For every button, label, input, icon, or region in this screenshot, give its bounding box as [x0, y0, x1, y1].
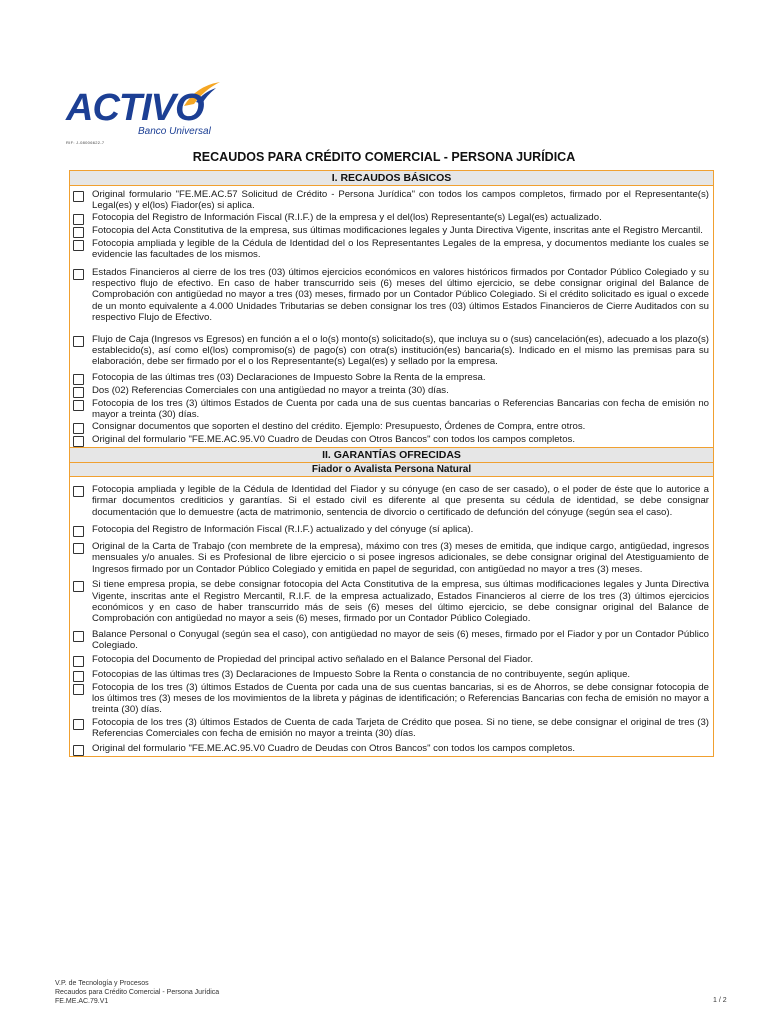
checklist-item-text: Fotocopias de las últimas tres (3) Declaraciones de Impuesto Sobre la Renta o constancia de no contribuyente, según aplique. [92, 668, 631, 680]
checkbox[interactable] [73, 631, 84, 642]
checklist-item-text: Fotocopia del Registro de Información Fiscal (R.I.F.) de la empresa y el del(los) Representante(s) Legal(es) actualizado. [92, 211, 602, 223]
checklist-item [70, 421, 713, 434]
checkbox[interactable] [73, 656, 84, 667]
checklist-item-text: Fotocopia del Registro de Información Fiscal (R.I.F.) actualizado y del cónyuge (sí aplica). [92, 523, 474, 535]
requirements-table [69, 170, 714, 757]
checkbox[interactable] [73, 387, 84, 398]
checklist-item [70, 524, 713, 537]
checklist-item [70, 372, 713, 385]
document-title: RECAUDOS PARA CRÉDITO COMERCIAL - PERSONA JURÍDICA [192, 150, 576, 164]
checklist-item [70, 267, 713, 324]
checkbox[interactable] [73, 191, 84, 202]
checklist-item-text: Original de la Carta de Trabajo (con membrete de la empresa), máximo con tres (3) meses de emitida, que indique cargo, antigüedad, ingresos mensuales y/o anuales. Si es Profesional de libre ejercicio o si posee ingresos adicionales, se debe consignar original del Atestiguamiento de Ingresos firmado por un Contador Público Colegiado y emitida en papel de seguridad, con antigüedad no mayor a tres (3) meses. [92, 540, 709, 575]
footer-doc-name: Recaudos para Crédito Comercial - Persona Jurídica [55, 989, 220, 996]
checklist-item-text: Fotocopia de los tres (3) últimos Estados de Cuenta por cada una de sus cuentas bancarias o Referencias Bancarias con fecha de emisión no mayor a treinta (30) días. [92, 397, 709, 421]
checklist-item-text: Fotocopia de los tres (3) últimos Estados de Cuenta de cada Tarjeta de Crédito que posea. Si no tiene, se debe consignar el original de tres (3) Referencias Comerciales con fecha de emisión no mayor a treinta (30) días. [92, 716, 709, 740]
bank-logo [66, 88, 216, 150]
checklist-item [70, 682, 713, 716]
checklist-item-text: Si tiene empresa propia, se debe consignar fotocopia del Acta Constitutiva de la empresa, sus últimas modificaciones legales y Junta Directiva Vigente, inscritas ante el Registro Mercantil, R.I.F. de la empresa actualizado, Estados Financieros al cierre de los tres (3) últimos ejercicios económicos y en caso de haber transcurrido más de seis (6) meses del último ejercicio, se debe consignar original del Balance de Comprobación con antigüedad no mayor a seis (6) meses, firmado por un Contador Público Colegiado. [92, 579, 709, 625]
checklist-item-text: Fotocopia del Acta Constitutiva de la empresa, sus últimas modificaciones legales y Junta Directiva Vigente, inscritas ante el Registro Mercantil. [92, 224, 703, 236]
section-basic-requirements-heading: I. RECAUDOS BÁSICOS [70, 170, 713, 186]
checklist-item [70, 225, 713, 238]
checklist-item [70, 434, 713, 447]
checklist-item-text: Fotocopia de los tres (3) últimos Estados de Cuenta por cada una de sus cuentas bancarias, si es de Ahorros, se debe consignar fotocopia de los últimos tres (3) meses de los movimientos de la libreta y páginas de identificación; o Referencias Bancarias con fecha de emisión no mayor a treinta (30) días. [92, 681, 709, 716]
checklist-item-text: Fotocopia de las últimas tres (03) Declaraciones de Impuesto Sobre la Renta de la empresa. [92, 371, 486, 383]
checklist-item [70, 238, 713, 261]
checklist-item [70, 398, 713, 421]
checkbox[interactable] [73, 336, 84, 347]
checklist-item [70, 629, 713, 652]
logo-wordmark: ACTIVO [66, 87, 204, 129]
checkbox[interactable] [73, 581, 84, 592]
checklist-item-text: Fotocopia ampliada y legible de la Cédula de Identidad del Fiador y su cónyuge (en caso de ser casado), o el poder de éste que lo autorice a firmar documentos crediticios y garantías. Si el estado civil es diferente al que presenta su cédula de identidad, se debe consignar documentación que lo demuestre (acta de matrimonio, sentencia de divorcio o certificado de defunción del cónyuge (según sea el caso). [92, 483, 709, 518]
checklist-item-text: Balance Personal o Conyugal (según sea el caso), con antigüedad no mayor de seis (6) meses, firmado por el Fiador y por un Contador Público Colegiado. [92, 628, 709, 652]
footer-department: V.P. de Tecnología y Procesos [55, 980, 149, 987]
checklist-item-text: Fotocopia ampliada y legible de la Cédula de Identidad del o los Representantes Legales de la empresa, y documentos mediante los cuales se evidencie las facultades de los mismos. [92, 237, 709, 261]
checklist-item [70, 212, 713, 225]
guarantor-subheading: Fiador o Avalista Persona Natural [70, 463, 713, 477]
page-number: 1 / 2 [713, 997, 727, 1004]
section-guarantees-heading: II. GARANTÍAS OFRECIDAS [70, 447, 713, 463]
checkbox[interactable] [73, 684, 84, 695]
checkbox[interactable] [73, 400, 84, 411]
checkbox[interactable] [73, 526, 84, 537]
checklist-item-text: Dos (02) Referencias Comerciales con una antigüedad no mayor a treinta (30) días. [92, 384, 449, 396]
checklist-item [70, 579, 713, 625]
checklist-item-text: Original formulario "FE.ME.AC.57 Solicitud de Crédito - Persona Jurídica" con todos los campos completos, firmado por el Representante(s) Legal(es) y el(los) Fiador(es) si aplica. [92, 189, 709, 212]
checklist-item-text: Consignar documentos que soporten el destino del crédito. Ejemplo: Presupuesto, Órdenes de Compra, entre otros. [92, 420, 586, 432]
checklist-item [70, 743, 713, 756]
checkbox[interactable] [73, 436, 84, 447]
checklist-item-text: Fotocopia del Documento de Propiedad del principal activo señalado en el Balance Personal del Fiador. [92, 653, 534, 665]
checkbox[interactable] [73, 214, 84, 225]
logo-rif: RIF: J-08006622-7 [66, 140, 105, 145]
checklist-item-text: Flujo de Caja (Ingresos vs Egresos) en función a el o lo(s) monto(s) solicitado(s), que incluya su o (sus) cancelación(es), adecuado a los plazo(s) establecido(s), así como el(los) compromiso(s) de pago(s) con otra(s) institución(es) bancaria(s). Indicado en el mismo las premisas para su elaboración, debe ser firmado por el o los Representante(s) Legal(es) y sellado por la empresa. [92, 333, 709, 368]
checklist-item [70, 334, 713, 368]
checklist-item [70, 484, 713, 518]
checkbox[interactable] [73, 240, 84, 251]
checkbox[interactable] [73, 227, 84, 238]
guarantees-list [70, 484, 713, 756]
footer-doc-code: FE.ME.AC.79.V1 [55, 998, 109, 1005]
checklist-item-text: Estados Financieros al cierre de los tres (03) últimos ejercicios económicos en valores históricos firmados por Contador Público Colegiado y su respectivo flujo de efectivo. En caso de haber transcurrido seis (6) meses del último ejercicio, se debe consignar original del Balance de Comprobación con antigüedad no mayor a tres (03) meses, firmado por un Contador Público Colegiado. Si el crédito solicitado es igual o excede de un monto equivalente a 4.000 Unidades Tributarias se deben consignar los tres (03) últimos Estados Financieros de Cierre Auditados con su respectivo Flujo de Efectivo. [92, 266, 709, 324]
checklist-item [70, 669, 713, 682]
basic-requirements-list [70, 189, 713, 447]
checkbox[interactable] [73, 486, 84, 497]
checkbox[interactable] [73, 374, 84, 385]
footer [55, 979, 219, 1006]
checkbox[interactable] [73, 543, 84, 554]
checkbox[interactable] [73, 269, 84, 280]
checklist-item [70, 541, 713, 575]
checklist-item [70, 654, 713, 667]
checklist-item-text: Original del formulario "FE.ME.AC.95.V0 Cuadro de Deudas con Otros Bancos" con todos los campos completos. [92, 742, 575, 754]
checkbox[interactable] [73, 423, 84, 434]
checklist-item [70, 189, 713, 212]
logo-subtitle: Banco Universal [138, 126, 211, 137]
checklist-item [70, 385, 713, 398]
checklist-item [70, 717, 713, 740]
checkbox[interactable] [73, 719, 84, 730]
checklist-item-text: Original del formulario "FE.ME.AC.95.V0 Cuadro de Deudas con Otros Bancos" con todos los campos completos. [92, 433, 575, 445]
checkbox[interactable] [73, 745, 84, 756]
checkbox[interactable] [73, 671, 84, 682]
